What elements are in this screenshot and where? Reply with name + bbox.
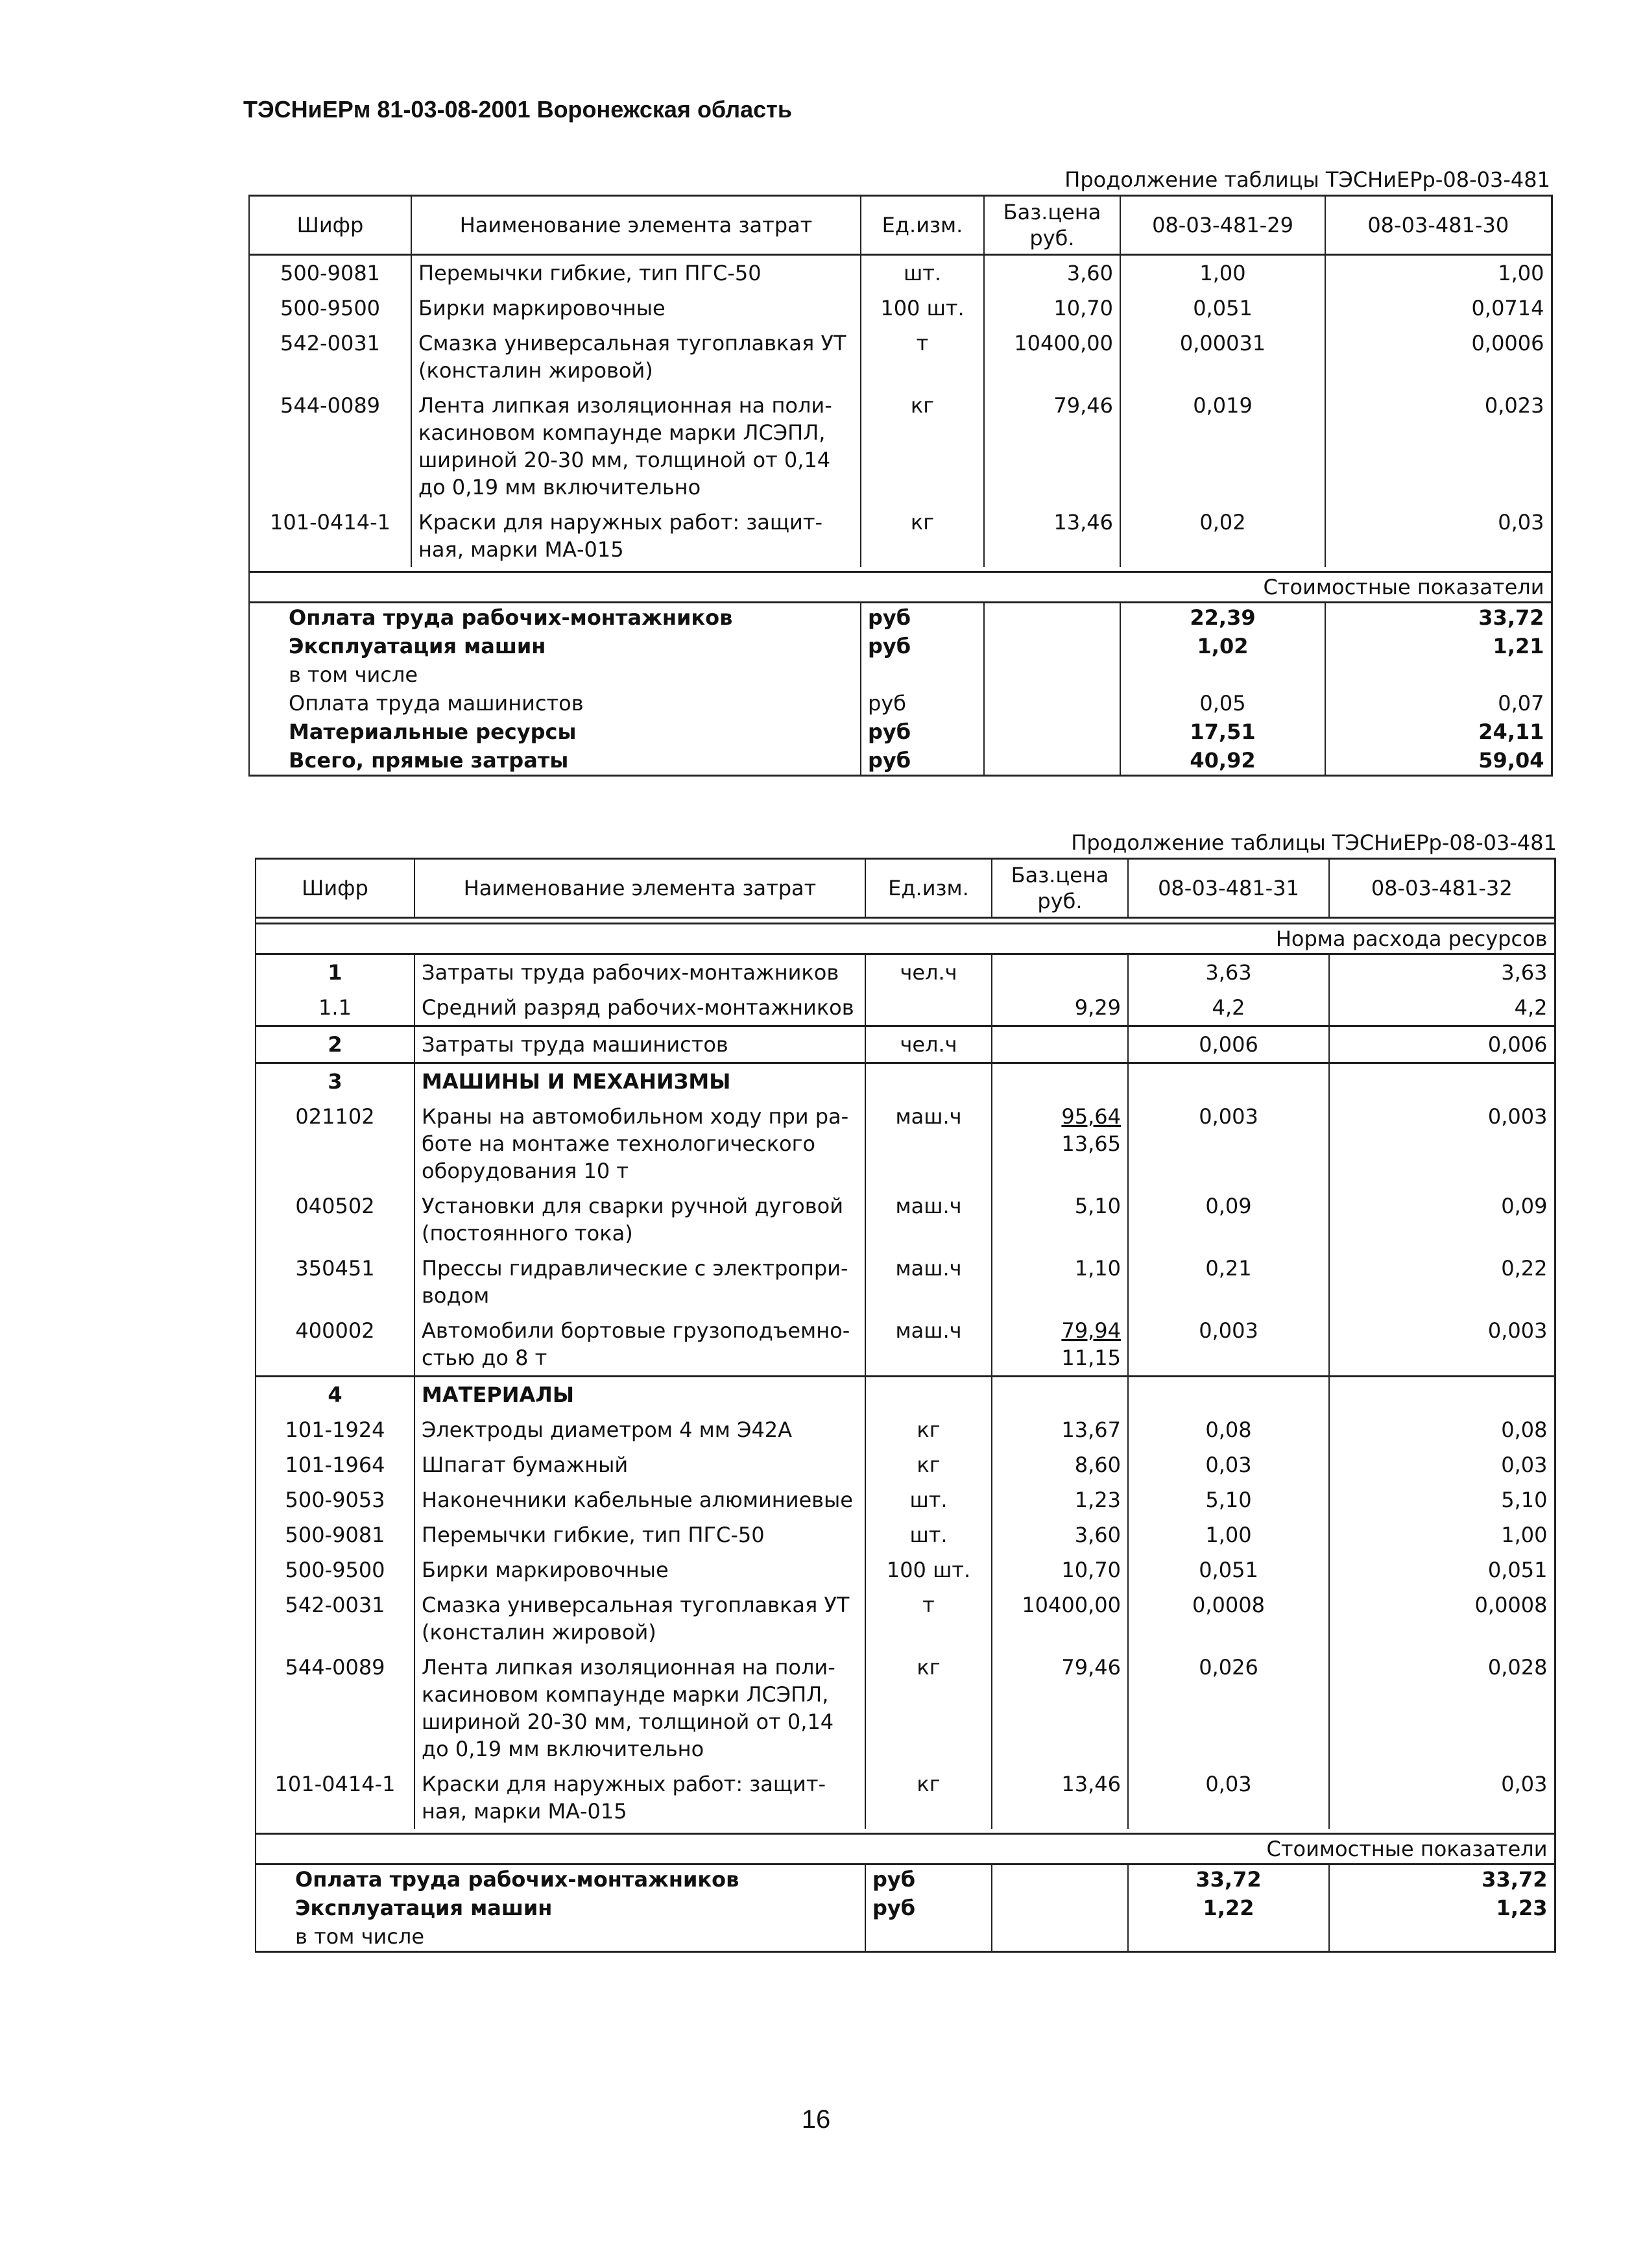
- table-row: [249, 505, 1552, 567]
- table-row: [256, 1099, 1555, 1188]
- table-row: [256, 1587, 1555, 1650]
- price-secondary: 11,15: [1061, 1345, 1121, 1370]
- cell-value: 5,10: [1128, 1482, 1329, 1517]
- cell-value: [1128, 1377, 1329, 1413]
- cell-price: [984, 326, 1120, 388]
- cell-price: [992, 1026, 1128, 1063]
- cell-unit: шт.: [865, 1517, 992, 1552]
- section-row: [256, 1834, 1555, 1864]
- cost-row: [256, 1864, 1555, 1894]
- cell-value: 0,019: [1120, 388, 1325, 505]
- cell-name: Смазка универсальная тугоплавкая УТ (консталин жировой): [414, 1587, 865, 1650]
- cell-price: [992, 990, 1128, 1026]
- cell-value: [1128, 1063, 1329, 1100]
- price-value: 10400,00: [1014, 331, 1113, 356]
- cost-value: [1329, 1922, 1555, 1952]
- column-header: Шифр: [256, 859, 414, 918]
- cell-unit: т: [865, 1587, 992, 1650]
- cell-value: 0,003: [1329, 1313, 1555, 1377]
- cell-value: 0,03: [1325, 505, 1552, 567]
- cell-value: 0,0008: [1329, 1587, 1555, 1650]
- column-header: 08-03-481-30: [1325, 196, 1552, 255]
- spacer-row: [256, 1829, 1555, 1834]
- price-value: 79,94: [1061, 1318, 1121, 1343]
- cell-value: 0,0006: [1325, 326, 1552, 388]
- spacer-row: [256, 918, 1555, 924]
- cell-value: 4,2: [1128, 990, 1329, 1026]
- cost-value: [1128, 1922, 1329, 1952]
- table-row: [256, 1377, 1555, 1413]
- cost-value: 24,11: [1325, 718, 1552, 746]
- cost-value: 1,23: [1329, 1894, 1555, 1922]
- table-row: [256, 1552, 1555, 1587]
- cell-code: 2: [256, 1026, 414, 1063]
- cost-unit: руб: [861, 632, 984, 660]
- cell-name: МАШИНЫ И МЕХАНИЗМЫ: [414, 1063, 865, 1100]
- cost-unit: руб: [861, 746, 984, 776]
- cost-row: [249, 718, 1552, 746]
- cell-value: 0,09: [1329, 1188, 1555, 1251]
- cell-value: 1,00: [1329, 1517, 1555, 1552]
- cell-value: 0,09: [1128, 1188, 1329, 1251]
- cell-value: 0,0714: [1325, 291, 1552, 326]
- spacer-cell: [256, 1829, 1555, 1834]
- cell-value: 1,00: [1128, 1517, 1329, 1552]
- cell-unit: [865, 1063, 992, 1100]
- cost-price: [984, 660, 1120, 689]
- cost-unit: руб: [865, 1864, 992, 1894]
- cell-price: [992, 1767, 1128, 1829]
- cost-name: Оплата труда машинистов: [249, 689, 861, 718]
- cost-name: в том числе: [256, 1922, 865, 1952]
- cell-code: 3: [256, 1063, 414, 1100]
- cell-price: [992, 1188, 1128, 1251]
- table2: [255, 858, 1556, 1953]
- page-header: ТЭСНиЕРм 81-03-08-2001 Воронежская область: [243, 96, 792, 123]
- cell-unit: чел.ч: [865, 954, 992, 991]
- cost-row: [249, 660, 1552, 689]
- cell-code: 500-9053: [256, 1482, 414, 1517]
- table-row: [256, 1412, 1555, 1447]
- cell-code: 101-1964: [256, 1447, 414, 1482]
- table-row: [249, 255, 1552, 291]
- table-row: [249, 291, 1552, 326]
- cell-price: [992, 1587, 1128, 1650]
- cell-unit: кг: [865, 1412, 992, 1447]
- cost-value: 33,72: [1128, 1864, 1329, 1894]
- cell-code: 500-9081: [249, 255, 411, 291]
- cost-price: [984, 632, 1120, 660]
- column-header: 08-03-481-29: [1120, 196, 1325, 255]
- cell-name: Лента липкая изоляционная на поли-касиновом компаунде марки ЛСЭПЛ, шириной 20-30 мм, толщиной от 0,14 до 0,19 мм включительно: [411, 388, 861, 505]
- cell-value: 0,08: [1329, 1412, 1555, 1447]
- table-row: [256, 990, 1555, 1026]
- cost-row: [249, 689, 1552, 718]
- cell-value: 0,006: [1128, 1026, 1329, 1063]
- cost-price: [992, 1864, 1128, 1894]
- cell-name: Смазка универсальная тугоплавкая УТ (консталин жировой): [411, 326, 861, 388]
- cost-row: [256, 1922, 1555, 1952]
- cell-name: Краски для наружных работ: защит-ная, марки МА-015: [414, 1767, 865, 1829]
- cell-value: 0,003: [1128, 1099, 1329, 1188]
- cell-price: [984, 291, 1120, 326]
- table-row: [256, 1026, 1555, 1063]
- cell-value: [1329, 1377, 1555, 1413]
- cell-name: Затраты труда машинистов: [414, 1026, 865, 1063]
- price-value: 13,67: [1061, 1418, 1121, 1442]
- table-row: [256, 1251, 1555, 1313]
- cell-name: Перемычки гибкие, тип ПГС-50: [414, 1517, 865, 1552]
- cell-unit: кг: [865, 1650, 992, 1767]
- spacer-cell: [249, 567, 1552, 572]
- cell-value: [1329, 1063, 1555, 1100]
- cost-name: Всего, прямые затраты: [249, 746, 861, 776]
- cell-code: 040502: [256, 1188, 414, 1251]
- cell-code: 101-0414-1: [256, 1767, 414, 1829]
- cell-value: 3,63: [1128, 954, 1329, 991]
- cost-value: 1,22: [1128, 1894, 1329, 1922]
- cell-price: [992, 1552, 1128, 1587]
- column-header: Баз.цена руб.: [984, 196, 1120, 255]
- table-row: [256, 1517, 1555, 1552]
- cell-name: Бирки маркировочные: [414, 1552, 865, 1587]
- cell-value: 0,003: [1329, 1099, 1555, 1188]
- cell-code: 4: [256, 1377, 414, 1413]
- price-value: 10,70: [1053, 296, 1113, 320]
- section-label: Стоимостные показатели: [256, 1834, 1555, 1864]
- price-value: 10400,00: [1022, 1593, 1121, 1617]
- cell-name: Электроды диаметром 4 мм Э42А: [414, 1412, 865, 1447]
- page-number: 16: [801, 2105, 831, 2134]
- cell-price: [992, 1099, 1128, 1188]
- cost-price: [984, 746, 1120, 776]
- price-value: 79,46: [1053, 393, 1113, 418]
- cell-price: [992, 1517, 1128, 1552]
- cell-value: 1,00: [1325, 255, 1552, 291]
- cost-price: [992, 1894, 1128, 1922]
- price-value: 3,60: [1074, 1523, 1121, 1547]
- cell-value: 5,10: [1329, 1482, 1555, 1517]
- cell-code: 400002: [256, 1313, 414, 1377]
- price-value: 8,60: [1074, 1453, 1121, 1477]
- cost-unit: [865, 1922, 992, 1952]
- cell-value: 0,02: [1120, 505, 1325, 567]
- cell-price: [992, 1313, 1128, 1377]
- table-row: [256, 1650, 1555, 1767]
- table1-continuation-caption: Продолжение таблицы ТЭСНиЕРр-08-03-481: [1064, 167, 1550, 192]
- price-secondary: 13,65: [1061, 1131, 1121, 1156]
- cell-code: 500-9081: [256, 1517, 414, 1552]
- spacer-row: [249, 567, 1552, 572]
- cell-code: 544-0089: [256, 1650, 414, 1767]
- cost-value: 22,39: [1120, 603, 1325, 633]
- cell-value: 0,00031: [1120, 326, 1325, 388]
- cell-name: Шпагат бумажный: [414, 1447, 865, 1482]
- cell-name: Перемычки гибкие, тип ПГС-50: [411, 255, 861, 291]
- cell-price: [992, 954, 1128, 991]
- column-header: Ед.изм.: [865, 859, 992, 918]
- cost-value: 33,72: [1329, 1864, 1555, 1894]
- table-row: [256, 1482, 1555, 1517]
- cell-unit: чел.ч: [865, 1026, 992, 1063]
- section-label: Стоимостные показатели: [249, 572, 1552, 603]
- cell-value: 0,03: [1128, 1767, 1329, 1829]
- cost-value: 17,51: [1120, 718, 1325, 746]
- price-value: 13,46: [1061, 1772, 1121, 1796]
- cell-code: 350451: [256, 1251, 414, 1313]
- cell-unit: кг: [865, 1767, 992, 1829]
- table-row: [256, 1313, 1555, 1377]
- cost-unit: [861, 660, 984, 689]
- cost-price: [984, 603, 1120, 633]
- column-header: Ед.изм.: [861, 196, 984, 255]
- cell-code: 101-0414-1: [249, 505, 411, 567]
- price-value: 1,23: [1074, 1488, 1121, 1512]
- cell-name: МАТЕРИАЛЫ: [414, 1377, 865, 1413]
- cost-unit: руб: [861, 689, 984, 718]
- cell-code: 542-0031: [249, 326, 411, 388]
- cost-price: [984, 689, 1120, 718]
- cell-code: 544-0089: [249, 388, 411, 505]
- cell-value: 0,051: [1329, 1552, 1555, 1587]
- cell-price: [992, 1063, 1128, 1100]
- cell-name: Прессы гидравлические с электропри-водом: [414, 1251, 865, 1313]
- table1: [248, 195, 1553, 777]
- cell-name: Бирки маркировочные: [411, 291, 861, 326]
- cost-value: 33,72: [1325, 603, 1552, 633]
- cell-name: Установки для сварки ручной дуговой (постоянного тока): [414, 1188, 865, 1251]
- cell-unit: шт.: [861, 255, 984, 291]
- cost-row: [256, 1894, 1555, 1922]
- cost-value: [1325, 660, 1552, 689]
- cell-code: 1: [256, 954, 414, 991]
- cell-value: 0,051: [1120, 291, 1325, 326]
- header-row: [256, 859, 1555, 918]
- cell-value: 0,028: [1329, 1650, 1555, 1767]
- cell-price: [992, 1377, 1128, 1413]
- cost-unit: руб: [865, 1894, 992, 1922]
- cell-value: 0,22: [1329, 1251, 1555, 1313]
- cell-value: 0,051: [1128, 1552, 1329, 1587]
- cell-price: [984, 255, 1120, 291]
- cell-price: [984, 505, 1120, 567]
- cell-unit: маш.ч: [865, 1099, 992, 1188]
- cell-unit: кг: [861, 505, 984, 567]
- section-label: Норма расхода ресурсов: [256, 924, 1555, 954]
- cell-unit: шт.: [865, 1482, 992, 1517]
- cell-value: 3,63: [1329, 954, 1555, 991]
- section-row: [249, 572, 1552, 603]
- cost-value: 1,21: [1325, 632, 1552, 660]
- cell-code: 1.1: [256, 990, 414, 1026]
- price-value: 79,46: [1061, 1655, 1121, 1680]
- cell-value: 4,2: [1329, 990, 1555, 1026]
- table-row: [256, 1447, 1555, 1482]
- cell-name: Лента липкая изоляционная на поли-касиновом компаунде марки ЛСЭПЛ, шириной 20-30 мм, толщиной от 0,14 до 0,19 мм включительно: [414, 1650, 865, 1767]
- cell-value: 0,0008: [1128, 1587, 1329, 1650]
- price-value: 9,29: [1074, 995, 1121, 1020]
- table-row: [256, 1188, 1555, 1251]
- cost-value: 0,07: [1325, 689, 1552, 718]
- cost-value: [1120, 660, 1325, 689]
- cell-unit: [865, 1377, 992, 1413]
- cell-price: [984, 388, 1120, 505]
- price-value: 10,70: [1061, 1558, 1121, 1582]
- table-row: [256, 1767, 1555, 1829]
- table-row: [249, 388, 1552, 505]
- cost-name: Оплата труда рабочих-монтажников: [256, 1864, 865, 1894]
- price-value: 5,10: [1074, 1194, 1121, 1218]
- cell-unit: маш.ч: [865, 1313, 992, 1377]
- cell-name: Автомобили бортовые грузоподъемно-стью до 8 т: [414, 1313, 865, 1377]
- cost-value: 40,92: [1120, 746, 1325, 776]
- table-row: [249, 326, 1552, 388]
- column-header: Наименование элемента затрат: [414, 859, 865, 918]
- cell-price: [992, 1650, 1128, 1767]
- cost-row: [249, 603, 1552, 633]
- cell-price: [992, 1482, 1128, 1517]
- column-header: 08-03-481-32: [1329, 859, 1555, 918]
- cell-unit: 100 шт.: [865, 1552, 992, 1587]
- cell-code: 500-9500: [249, 291, 411, 326]
- table2-continuation-caption: Продолжение таблицы ТЭСНиЕРр-08-03-481: [1071, 830, 1557, 855]
- cost-row: [249, 746, 1552, 776]
- cell-price: [992, 1447, 1128, 1482]
- column-header: 08-03-481-31: [1128, 859, 1329, 918]
- cell-unit: т: [861, 326, 984, 388]
- cell-value: 0,08: [1128, 1412, 1329, 1447]
- cell-price: [992, 1251, 1128, 1313]
- header-row: [249, 196, 1552, 255]
- cell-name: Затраты труда рабочих-монтажников: [414, 954, 865, 991]
- cell-value: 0,03: [1329, 1447, 1555, 1482]
- cost-value: 1,02: [1120, 632, 1325, 660]
- cell-unit: маш.ч: [865, 1251, 992, 1313]
- cell-unit: [865, 990, 992, 1026]
- cost-value: 59,04: [1325, 746, 1552, 776]
- cell-value: 0,026: [1128, 1650, 1329, 1767]
- column-header: Баз.цена руб.: [992, 859, 1128, 918]
- price-value: 13,46: [1053, 510, 1113, 535]
- table-row: [256, 1063, 1555, 1100]
- cell-code: 101-1924: [256, 1412, 414, 1447]
- cell-unit: кг: [861, 388, 984, 505]
- cost-row: [249, 632, 1552, 660]
- cell-name: Краски для наружных работ: защит-ная, марки МА-015: [411, 505, 861, 567]
- cell-value: 0,03: [1128, 1447, 1329, 1482]
- cost-price: [984, 718, 1120, 746]
- cell-value: 0,023: [1325, 388, 1552, 505]
- cost-unit: руб: [861, 603, 984, 633]
- cell-value: 0,006: [1329, 1026, 1555, 1063]
- cell-value: 1,00: [1120, 255, 1325, 291]
- cell-unit: маш.ч: [865, 1188, 992, 1251]
- cost-name: Эксплуатация машин: [249, 632, 861, 660]
- cell-code: 500-9500: [256, 1552, 414, 1587]
- cell-name: Средний разряд рабочих-монтажников: [414, 990, 865, 1026]
- column-header: Наименование элемента затрат: [411, 196, 861, 255]
- cost-price: [992, 1922, 1128, 1952]
- cost-name: Эксплуатация машин: [256, 1894, 865, 1922]
- cost-unit: руб: [861, 718, 984, 746]
- cell-name: Наконечники кабельные алюминиевые: [414, 1482, 865, 1517]
- price-value: 3,60: [1066, 261, 1113, 285]
- cell-unit: 100 шт.: [861, 291, 984, 326]
- price-value: 1,10: [1074, 1256, 1121, 1281]
- cost-value: 0,05: [1120, 689, 1325, 718]
- cell-code: 542-0031: [256, 1587, 414, 1650]
- cost-name: Материальные ресурсы: [249, 718, 861, 746]
- cell-value: 0,03: [1329, 1767, 1555, 1829]
- spacer-cell: [256, 918, 1555, 924]
- cell-code: 021102: [256, 1099, 414, 1188]
- column-header: Шифр: [249, 196, 411, 255]
- cell-name: Краны на автомобильном ходу при ра-боте на монтаже технологического оборудования 10 т: [414, 1099, 865, 1188]
- table-row: [256, 954, 1555, 991]
- cost-name: Оплата труда рабочих-монтажников: [249, 603, 861, 633]
- cell-value: 0,21: [1128, 1251, 1329, 1313]
- cell-unit: кг: [865, 1447, 992, 1482]
- section-row: [256, 924, 1555, 954]
- cell-price: [992, 1412, 1128, 1447]
- cell-value: 0,003: [1128, 1313, 1329, 1377]
- price-value: 95,64: [1061, 1104, 1121, 1129]
- cost-name: в том числе: [249, 660, 861, 689]
